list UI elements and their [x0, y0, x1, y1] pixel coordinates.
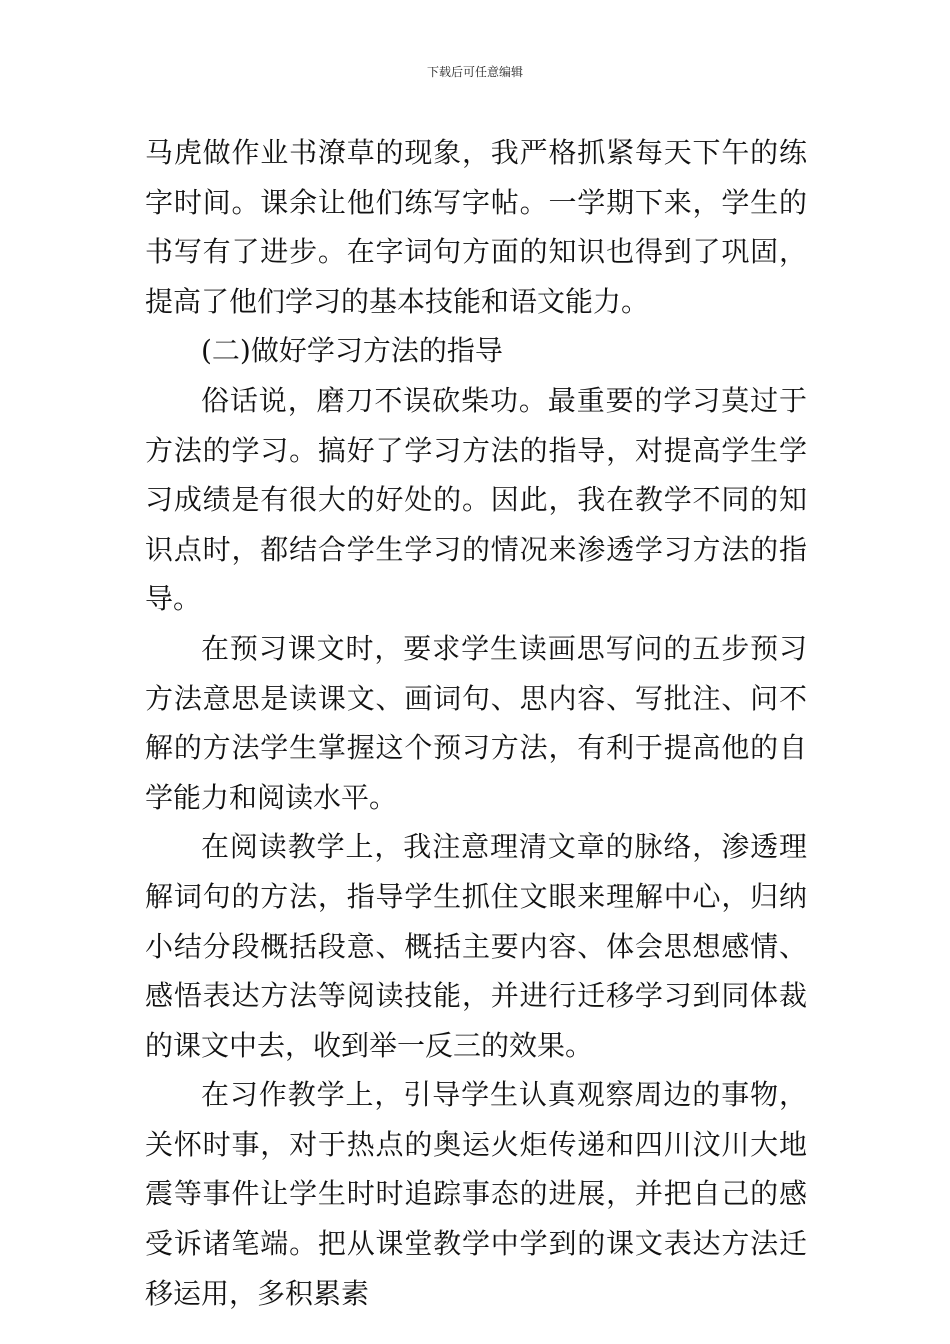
paragraph-1: 马虎做作业书潦草的现象，我严格抓紧每天下午的练字时间。课余让他们练写字帖。一学期下来，学生的书写有了进步。在字词句方面的知识也得到了巩固，提高了他们学习的基本技能和语文能力。: [145, 136, 807, 318]
paragraph-2: 俗话说，磨刀不误砍柴功。最重要的学习莫过于方法的学习。搞好了学习方法的指导，对提高学生学习成绩是有很大的好处的。因此，我在教学不同的知识点时，都结合学生学习的情况来渗透学习方法的指导。: [145, 383, 807, 616]
page-header: 下载后可任意编辑: [426, 65, 523, 79]
paragraph-5: 在习作教学上，引导学生认真观察周边的事物，关怀时事，对于热点的奥运火炬传递和四川汶川大地震等事件让学生时时追踪事态的进展，并把自己的感受诉诸笔端。把从课堂教学中学到的课文表达方法迁移运用，多积累素: [145, 1078, 807, 1310]
document-body: [145, 128, 807, 1318]
paragraph-3: 在预习课文时，要求学生读画思写问的五步预习方法意思是读课文、画词句、思内容、写批注、问不解的方法学生掌握这个预习方法，有利于提高他的自学能力和阅读水平。: [145, 631, 807, 814]
paragraph-4: 在阅读教学上，我注意理清文章的脉络，渗透理解词句的方法，指导学生抓住文眼来理解中心，归纳小结分段概括段意、概括主要内容、体会思想感情、感悟表达方法等阅读技能，并进行迁移学习到同体裁的课文中去，收到举一反三的效果。: [145, 830, 807, 1062]
section-heading: (二)做好学习方法的指导: [201, 334, 503, 368]
